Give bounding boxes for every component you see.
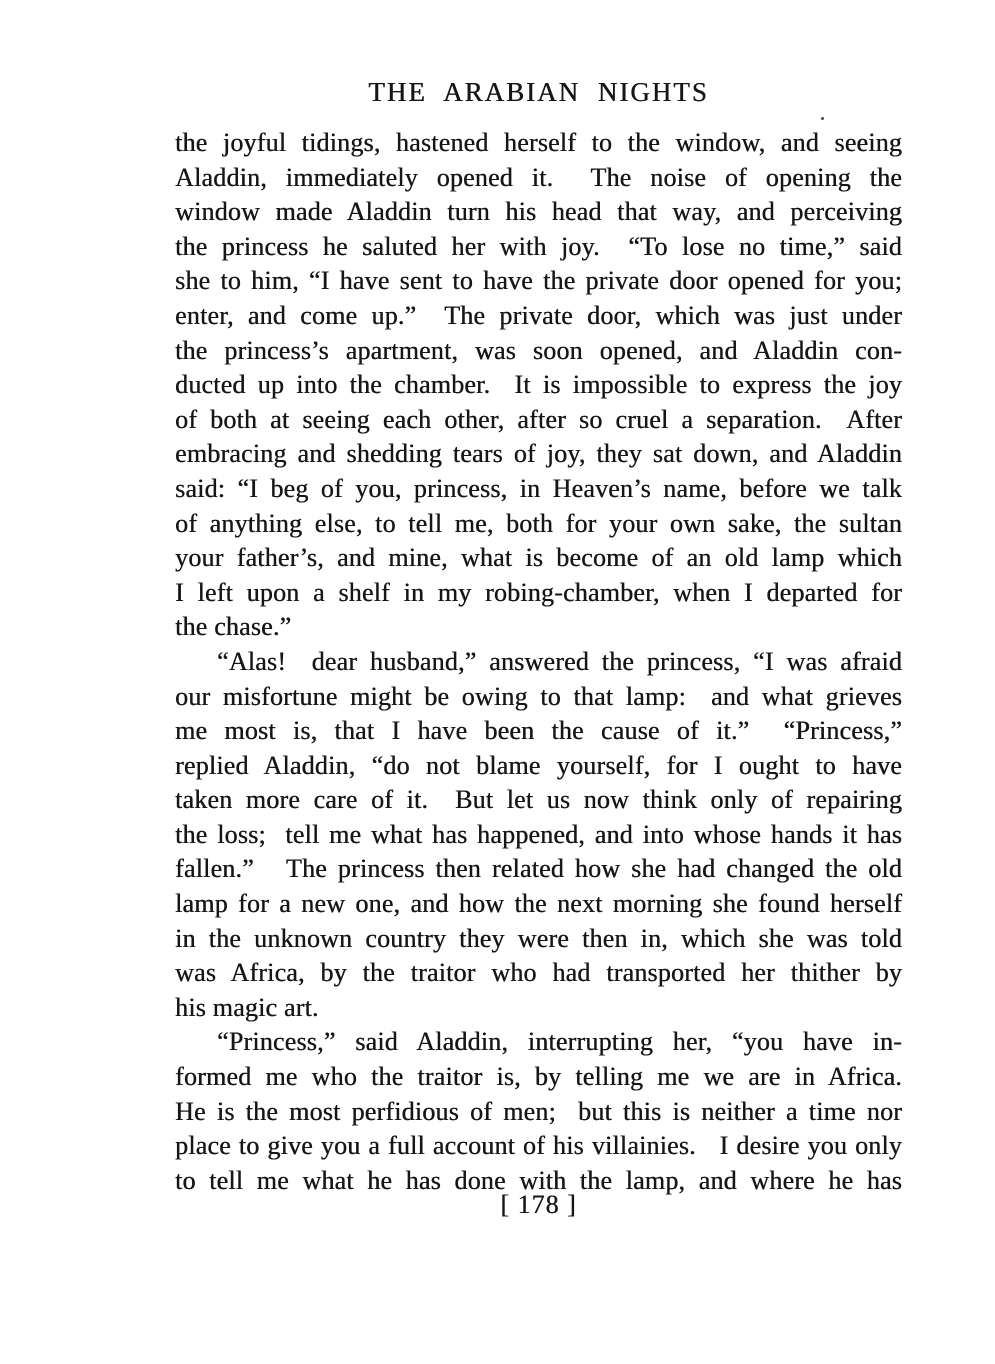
text-line: taken more care of it. But let us now think only of repairing <box>175 785 902 815</box>
text-line: his magic art. <box>175 992 319 1022</box>
text-line: of both at seeing each other, after so cruel a separation. After <box>175 404 902 434</box>
text-line: she to him, “I have sent to have the private door opened for you; <box>175 266 902 296</box>
text-line: the loss; tell me what has happened, and into whose hands it has <box>175 819 902 849</box>
text-line: place to give you a full account of his villainies. I desire you only <box>175 1131 902 1161</box>
text-line: I left upon a shelf in my robing-chamber, when I departed for <box>175 577 902 607</box>
text-line: embracing and shedding tears of joy, they sat down, and Aladdin <box>175 439 902 469</box>
text-line: replied Aladdin, “do not blame yourself, for I ought to have <box>175 750 902 780</box>
text-line: He is the most perfidious of men; but this is neither a time nor <box>175 1096 902 1126</box>
text-line: ducted up into the chamber. It is impossible to express the joy <box>175 370 902 400</box>
text-line: fallen.” The princess then related how she had changed the old <box>175 854 902 884</box>
text-line: “Alas! dear husband,” answered the princess, “I was afraid <box>217 646 902 676</box>
text-line: said: “I beg of you, princess, in Heaven’s name, before we talk <box>175 473 902 503</box>
paragraph <box>175 645 902 1026</box>
text-line: window made Aladdin turn his head that way, and perceiving <box>175 197 902 227</box>
text-block <box>175 126 902 1198</box>
running-head: THE ARABIAN NIGHTS <box>368 77 709 107</box>
text-line: enter, and come up.” The private door, which was just under <box>175 300 902 330</box>
text-line: of anything else, to tell me, both for your own sake, the sultan <box>175 508 902 538</box>
text-line: the princess he saluted her with joy. “To lose no time,” said <box>175 231 902 261</box>
text-line: in the unknown country they were then in, which she was told <box>175 923 902 953</box>
paragraph <box>175 1025 902 1198</box>
text-line: the princess’s apartment, was soon opened, and Aladdin con- <box>175 335 902 365</box>
text-line: was Africa, by the traitor who had transported her thither by <box>175 958 902 988</box>
page-number: [ 178 ] <box>500 1190 577 1219</box>
text-line: the joyful tidings, hastened herself to the window, and seeing <box>175 128 902 157</box>
text-line: Aladdin, immediately opened it. The noise of opening the <box>175 162 902 192</box>
text-line: formed me who the traitor is, by telling me we are in Africa. <box>175 1062 902 1092</box>
text-line: me most is, that I have been the cause of it.” “Princess,” <box>175 716 902 746</box>
scan-speck <box>821 117 824 120</box>
text-line: the chase.” <box>175 612 292 642</box>
paragraph <box>175 126 902 645</box>
text-line: “Princess,” said Aladdin, interrupting her, “you have in- <box>217 1027 902 1057</box>
text-line: lamp for a new one, and how the next morning she found herself <box>175 889 902 919</box>
text-line: to tell me what he has done with the lamp, and where he has <box>175 1165 902 1195</box>
text-line: our misfortune might be owing to that lamp: and what grieves <box>175 681 902 711</box>
text-line: your father’s, and mine, what is become of an old lamp which <box>175 543 902 573</box>
